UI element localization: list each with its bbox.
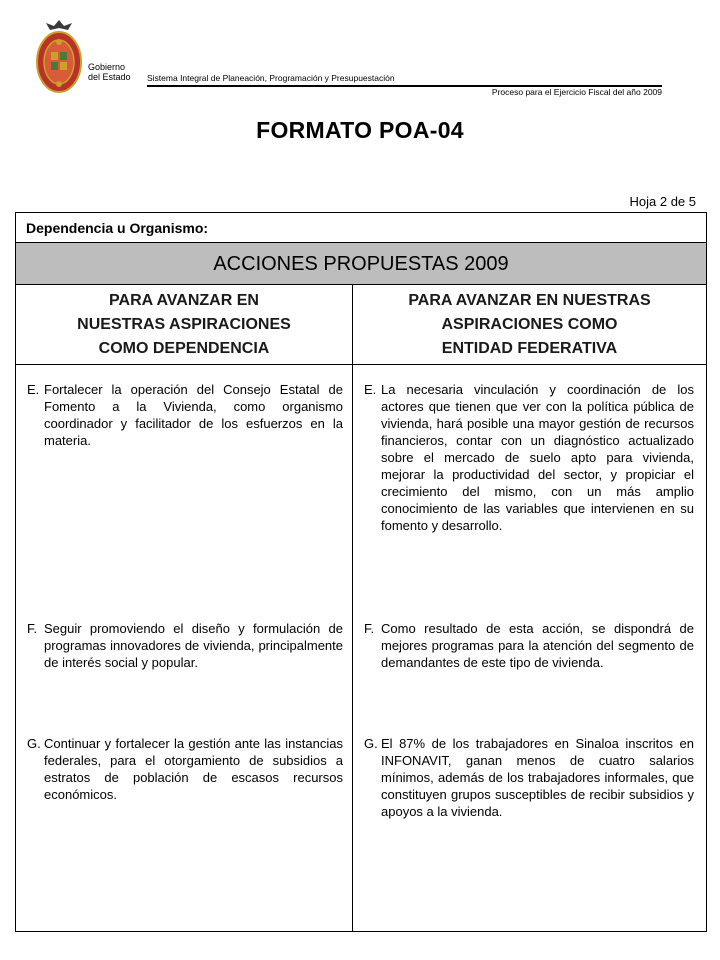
item-letter: G. (27, 736, 41, 751)
list-item (364, 735, 694, 820)
process-label: Proceso para el Ejercicio Fiscal del año 2009 (491, 87, 662, 97)
system-name: Sistema Integral de Planeación, Programación y Presupuestación (147, 73, 662, 87)
right-heading-line: ASPIRACIONES COMO (441, 316, 618, 333)
item-text: Como resultado de esta acción, se dispondrá de mejores programas para la atención del segmento de demandantes de este tipo de vivienda. (381, 621, 694, 670)
item-letter: E. (364, 382, 377, 397)
state-seal-icon (34, 18, 84, 96)
list-item (27, 620, 343, 671)
list-item (27, 735, 343, 803)
item-letter: F. (27, 621, 38, 636)
table-body (16, 365, 706, 931)
item-text: Continuar y fortalecer la gestión ante las instancias federales, para el otorgamiento de subsidios a estratos de población de escasos recursos económicos. (44, 736, 343, 802)
item-text: Seguir promoviendo el diseño y formulación de programas innovadores de vivienda, principalmente de interés social y popular. (44, 621, 343, 670)
document-title: FORMATO POA-04 (256, 117, 464, 143)
list-item (364, 381, 694, 534)
right-column (353, 365, 706, 931)
item-text: El 87% de los trabajadores en Sinaloa inscritos en INFONAVIT, ganan menos de cuatro salarios mínimos, además de los trabajadores informales, que constituyen grupos susceptibles de recibir subsidios y apoyos a la vivienda. (381, 736, 694, 819)
right-heading-line: PARA AVANZAR EN NUESTRAS (408, 292, 651, 309)
list-item (364, 620, 694, 671)
dependency-label: Dependencia u Organismo: (16, 213, 706, 243)
column-headers (16, 285, 706, 365)
right-heading-line: ENTIDAD FEDERATIVA (441, 340, 618, 357)
page-number: Hoja 2 de 5 (629, 194, 696, 209)
item-letter: F. (364, 621, 375, 636)
left-heading-line: PARA AVANZAR EN (109, 292, 259, 309)
government-label-line2: del Estado (88, 72, 131, 82)
left-heading-line: NUESTRAS ASPIRACIONES (77, 316, 291, 333)
actions-table (15, 212, 707, 932)
section-title: ACCIONES PROPUESTAS 2009 (16, 243, 706, 285)
item-letter: G. (364, 736, 378, 751)
government-label-line1: Gobierno (88, 62, 126, 72)
government-label (88, 62, 131, 82)
item-text: Fortalecer la operación del Consejo Estatal de Fomento a la Vivienda, como organismo coordinador y facilitador de los esfuerzos en la materia. (44, 382, 343, 448)
list-item (27, 381, 343, 449)
item-letter: E. (27, 382, 40, 397)
left-column (16, 365, 353, 931)
left-column-heading (16, 285, 353, 364)
item-text: La necesaria vinculación y coordinación de los actores que tienen que ver con la política pública de vivienda, hará posible una mayor gestión de recursos financieros, contar con un diagnóstico actualizado sobre el mercado de suelo apto para vivienda, mejorar la productividad del sector, y propiciar el crecimiento del mismo, con un más amplio conocimiento de las variables que intervienen en su fomento y desarrollo. (381, 382, 694, 533)
left-heading-line: COMO DEPENDENCIA (98, 340, 270, 357)
right-column-heading (353, 285, 706, 364)
